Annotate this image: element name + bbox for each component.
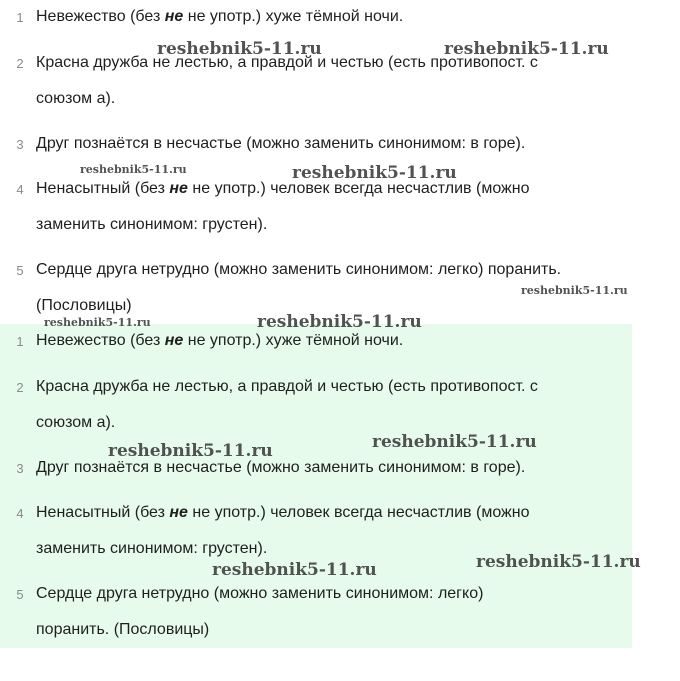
list-item-text: Красна дружба не лестью, а правдой и честью (есть противопост. с — [36, 378, 538, 395]
list-item-text: Невежество (без не не употр.) хуже тёмной ночи. — [36, 8, 404, 25]
list-item-text: Сердце друга нетрудно (можно заменить синонимом: легко) — [36, 585, 484, 602]
emphasis-word: не — [169, 180, 188, 197]
line-number: 1 — [16, 10, 24, 25]
line-number: 5 — [16, 587, 24, 602]
emphasis-word: не — [164, 332, 184, 349]
line-number: 3 — [16, 137, 24, 152]
watermark: reshebnik5-11.ru — [157, 39, 322, 59]
list-item-text: Друг познаётся в несчастье (можно заменить синонимом: в горе). — [36, 459, 526, 476]
watermark: reshebnik5-11.ru — [476, 552, 641, 572]
list-item-text: Ненасытный (без не не употр.) человек всегда несчастлив (можно — [36, 180, 530, 197]
watermark: reshebnik5-11.ru — [44, 316, 151, 329]
watermark: reshebnik5-11.ru — [108, 441, 273, 461]
list-item-text: Друг познаётся в несчастье (можно заменить синонимом: в горе). — [36, 135, 526, 152]
list-item-text: Красна дружба не лестью, а правдой и честью (есть противопост. с — [36, 54, 538, 71]
watermark: reshebnik5-11.ru — [292, 163, 457, 183]
line-number: 2 — [16, 56, 24, 71]
list-item-text: Сердце друга нетрудно (можно заменить синонимом: легко) поранить. — [36, 261, 562, 278]
emphasis-word: не — [169, 504, 188, 521]
list-item-text-cont: поранить. (Пословицы) — [36, 621, 210, 638]
watermark: reshebnik5-11.ru — [257, 312, 422, 332]
proverbs-list-bottom — [0, 324, 632, 648]
list-item-text-cont: союзом а). — [36, 90, 116, 107]
list-item-text: Невежество (без не не употр.) хуже тёмной ночи. — [36, 332, 404, 349]
watermark: reshebnik5-11.ru — [212, 560, 377, 580]
list-item-text: Ненасытный (без не не употр.) человек всегда несчастлив (можно — [36, 504, 530, 521]
line-number: 3 — [16, 461, 24, 476]
watermark: reshebnik5-11.ru — [372, 432, 537, 452]
list-item-text-cont: союзом а). — [36, 414, 116, 431]
line-number: 4 — [16, 182, 24, 197]
list-item-text-cont: (Пословицы) — [36, 297, 132, 314]
list-item-text-cont: заменить синонимом: грустен). — [36, 540, 268, 557]
watermark: reshebnik5-11.ru — [521, 284, 628, 297]
line-number: 2 — [16, 380, 24, 395]
line-number: 1 — [16, 334, 24, 349]
watermark: reshebnik5-11.ru — [80, 163, 187, 176]
watermark: reshebnik5-11.ru — [444, 39, 609, 59]
emphasis-word: не — [164, 8, 184, 25]
list-item-text-cont: заменить синонимом: грустен). — [36, 216, 268, 233]
line-number: 4 — [16, 506, 24, 521]
line-number: 5 — [16, 263, 24, 278]
